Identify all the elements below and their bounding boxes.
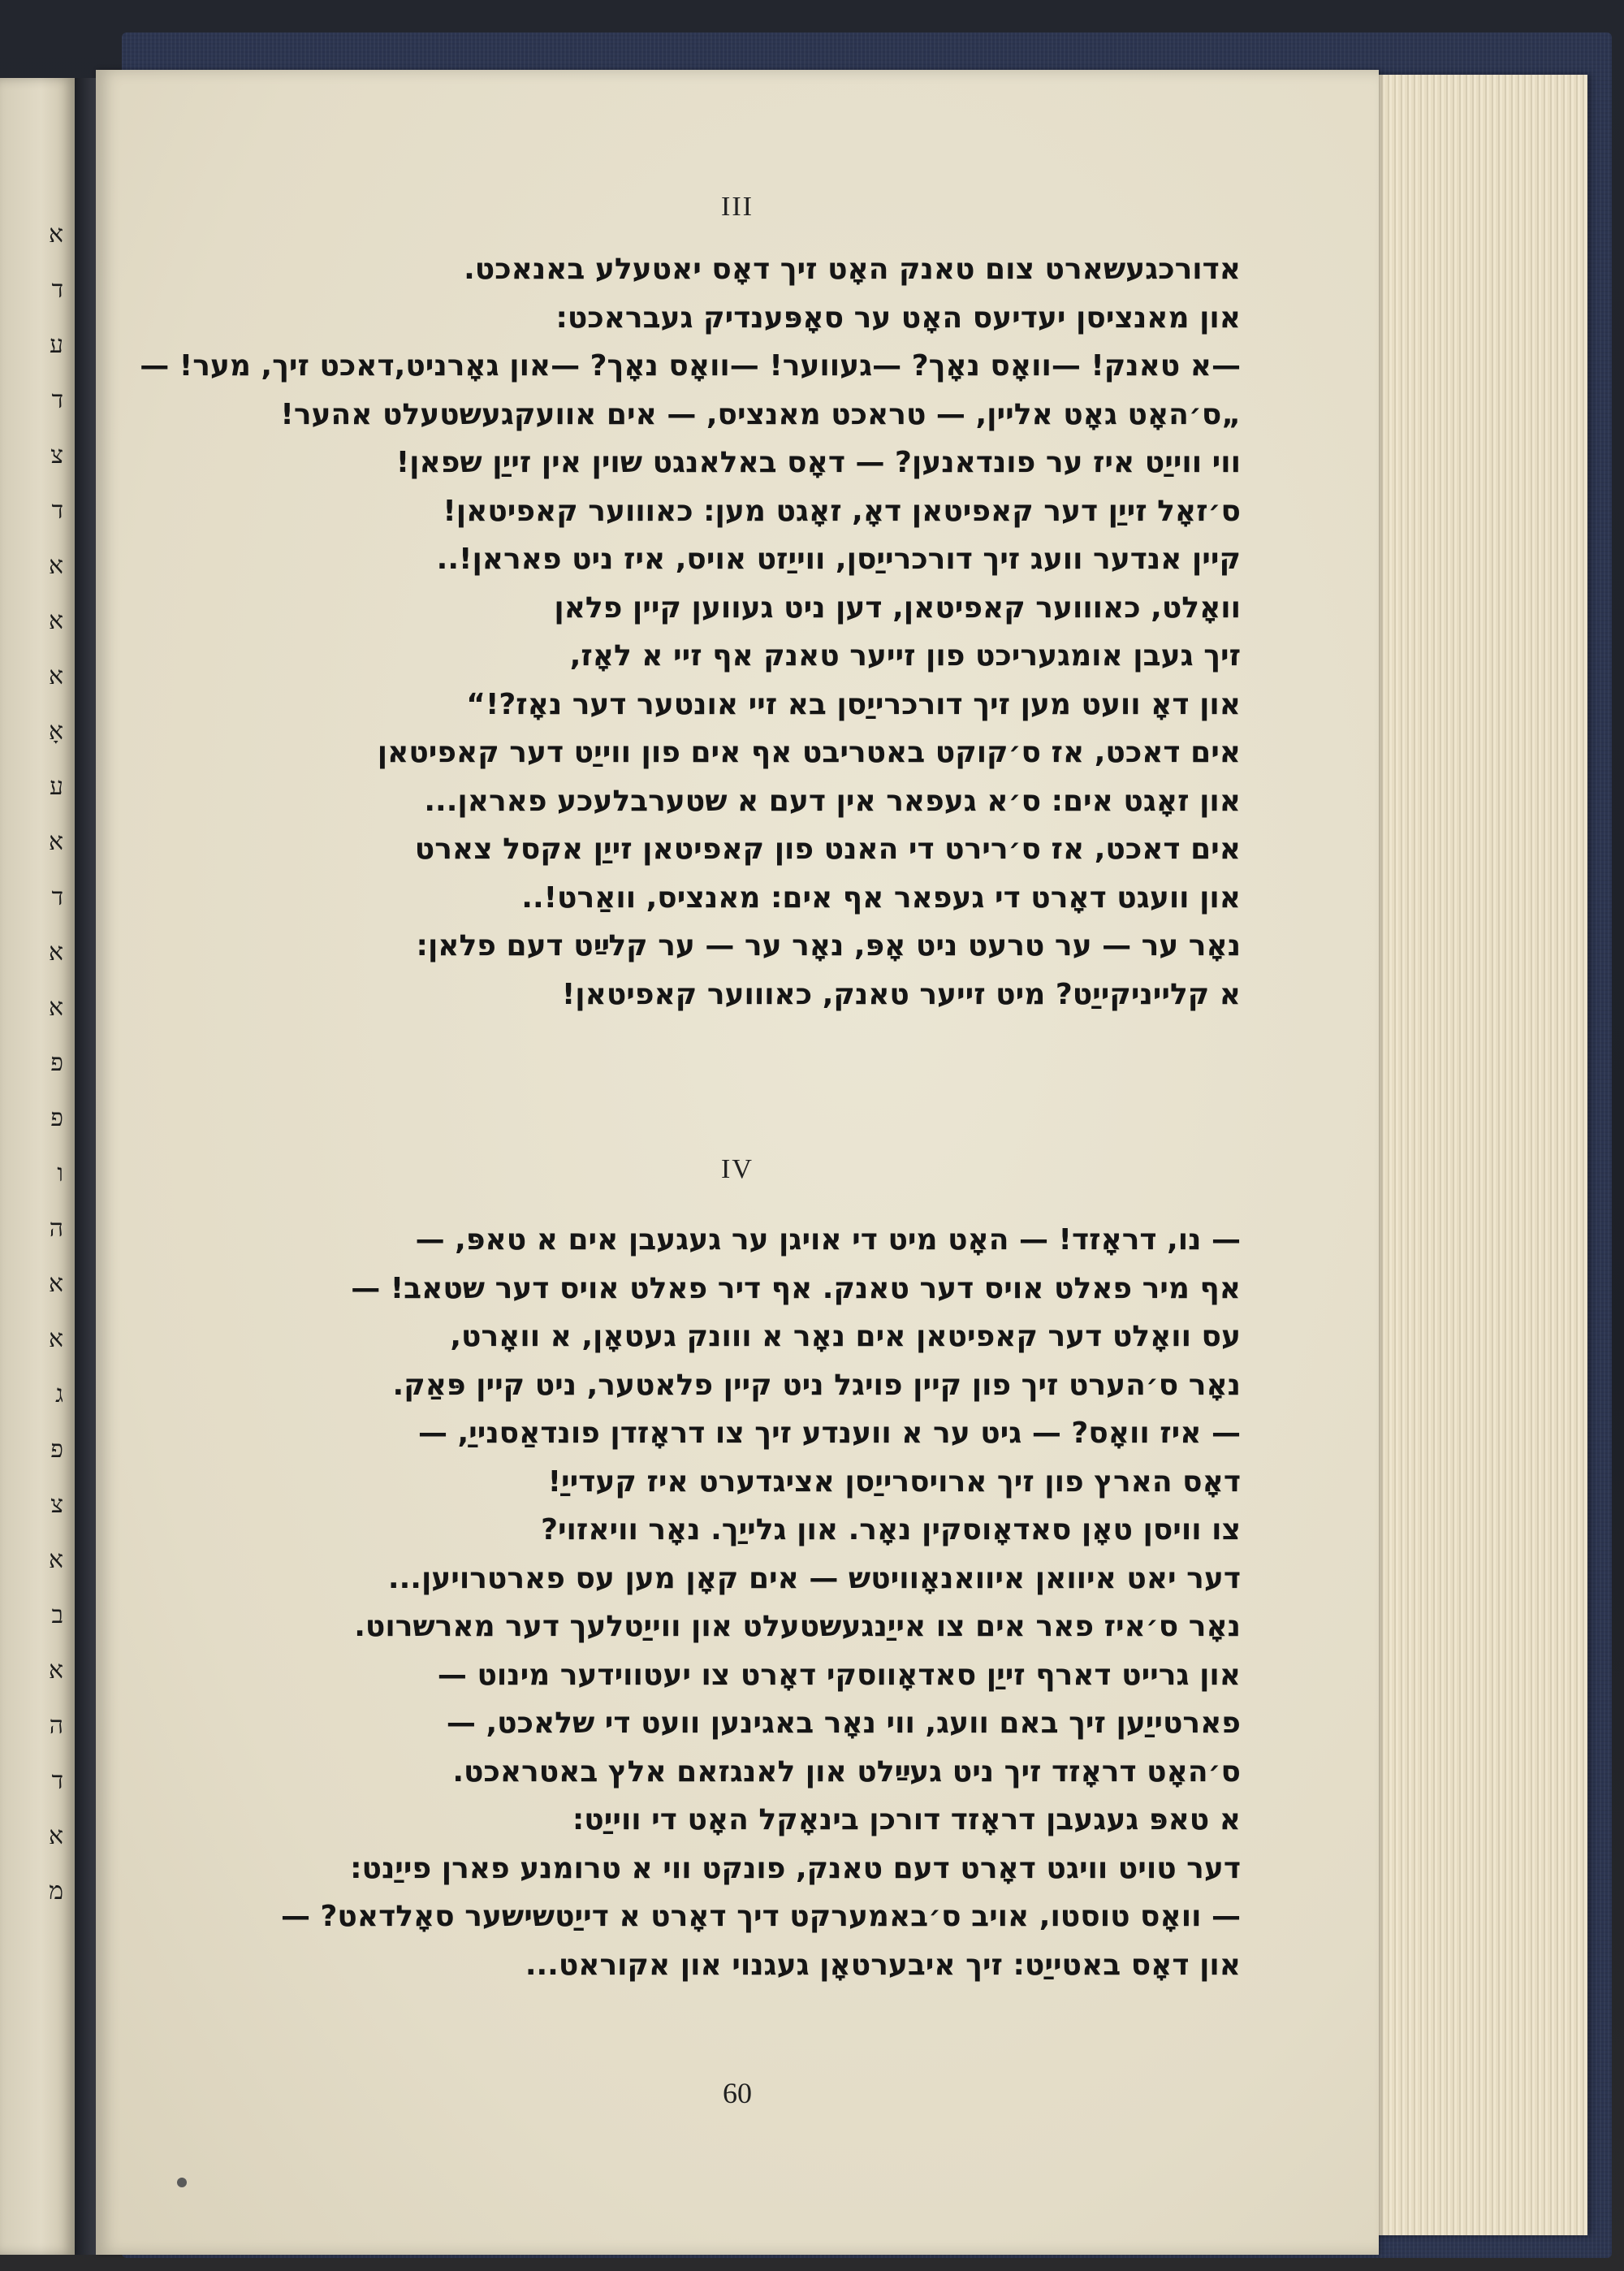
poem-line: ס׳האָט דראָזד זיך ניט געײַלט און לאנגזאם אלץ באטראכט. bbox=[452, 1754, 1241, 1789]
previous-page-letter: מ bbox=[49, 1877, 63, 1905]
previous-page-letter: ד bbox=[51, 883, 63, 911]
page-number: 60 bbox=[723, 2077, 752, 2109]
poem-line: אים דאכט, אז ס׳קוקט באטריבט אף אים פון ווייַט דער קאפיטאן bbox=[377, 736, 1241, 769]
poem-line: דאָס הארץ פון זיך ארויסרייַסן אציגדערט איז קעדייַ! bbox=[547, 1464, 1241, 1499]
previous-page-letter: ד bbox=[51, 496, 63, 525]
poem-line: אים דאכט, אז ס׳רירט די האנט פון קאפיטאן זייַן אקסל צארט bbox=[414, 833, 1241, 866]
ink-spot bbox=[177, 2178, 187, 2187]
previous-page-letter: פ bbox=[50, 1435, 63, 1464]
poem-line: דער טויט וויגט דאָרט דעם טאנק, פונקט ווי א טרומנע פארן פייַנט: bbox=[350, 1851, 1241, 1885]
poem-line: זיך געבן אומגעריכט פון זייער טאנק אף זיי א לאָז, bbox=[569, 639, 1241, 673]
previous-page-letter: אָ bbox=[48, 717, 63, 746]
poem-line: נאָר ער — ער טרעט ניט אָפּ, נאָר ער — ער קלײַט דעם פלאן: bbox=[416, 929, 1241, 962]
poem-line: א טאפּ געגעבן דראָזד דורכן בינאָקל האָט די ווייַט: bbox=[572, 1803, 1241, 1836]
previous-page-letter: א bbox=[48, 828, 63, 856]
poem-line: אף מיר פאלט אויס דער טאנק. אף דיר פאלט אויס דער שטאב! — bbox=[351, 1271, 1241, 1305]
poem-line: און מאנציסן יעדיעס האָט ער סאָפּענדיק געבראכט: bbox=[555, 301, 1241, 335]
previous-page-letter: צ bbox=[50, 441, 63, 469]
poem-line: — וואָס טוסטו, אויב ס׳באמערקט דיך דאָרט א דייַטשישער סאָלדאט? — bbox=[281, 1900, 1241, 1933]
previous-page-letter: ב bbox=[51, 1601, 63, 1629]
previous-page-letter: א bbox=[48, 552, 63, 580]
section-heading-iv: IV bbox=[721, 1154, 754, 1184]
poem-line: —א טאנק! —וואָס נאָך? —געווער! —וואָס נאָך? —און גאָרניט,דאכט זיך, מער! — bbox=[140, 349, 1241, 383]
previous-page-letter: א bbox=[48, 1656, 63, 1685]
poem-line: וואָלט, כאוווער קאפיטאן, דען ניט געווען קיין פלאן bbox=[554, 590, 1241, 625]
previous-page-letter: פ bbox=[50, 1049, 63, 1077]
poem-line: ווי ווייַט איז ער פונדאנען? — דאָס באלאנגט שוין אין זייַן שפאן! bbox=[395, 446, 1241, 479]
previous-page-letter: ע bbox=[50, 331, 63, 359]
previous-page-letter: ד bbox=[51, 1767, 63, 1795]
poem-line: נאָר ס׳איז פאר אים צו אייַנגעשטעלט און ווייַטלעך דער מארשרוט. bbox=[354, 1610, 1241, 1643]
previous-page-letter: ע bbox=[50, 772, 63, 801]
previous-page-letter: א bbox=[48, 1822, 63, 1850]
poem-line: און גרייט דארף זייַן סאדאָווסקי דאָרט צו יעטווידער מינוט — bbox=[437, 1658, 1241, 1692]
previous-page-letter: ד bbox=[51, 386, 63, 414]
previous-page-letter: א bbox=[48, 1546, 63, 1574]
previous-page-letter: א bbox=[48, 1270, 63, 1298]
previous-page-letter: ה bbox=[49, 1711, 63, 1740]
poem-line: — נו, דראָזד! — האָט מיט די אויגן ער געגעבן אים א טאפּ, — bbox=[415, 1223, 1241, 1257]
previous-page-letter: א bbox=[48, 1325, 63, 1353]
poem-line: „ס׳האָט גאָט אליין, — טראכט מאנציס, — אים אוועקגעשטעלט אהער! bbox=[280, 397, 1241, 431]
previous-page-edge bbox=[0, 78, 75, 2255]
previous-page-letter: א bbox=[48, 220, 63, 249]
book-gutter bbox=[75, 78, 97, 2255]
poem-line: — איז וואָס? — גיט ער א ווענדע זיך צו דראָזדן פונדאַסנייַ, — bbox=[417, 1417, 1241, 1450]
poem-line: עס וואָלט דער קאפיטאן אים נאָר א ווונק געטאָן, א וואָרט, bbox=[450, 1320, 1241, 1353]
poem-line: פארטייַען זיך באם וועג, ווי נאָר באגינען וועט די שלאכט, — bbox=[446, 1706, 1241, 1740]
poem-line: א קלייניקייַט? מיט זייער טאנק, כאוווער קאפיטאן! bbox=[561, 977, 1241, 1011]
previous-page-letter: פ bbox=[50, 1104, 63, 1132]
page-text bbox=[96, 70, 1379, 2255]
poem-line: ס׳זאָל זייַן דער קאפיטאן דאָ, זאָגט מען: כאוווער קאפיטאן! bbox=[443, 494, 1241, 528]
previous-page-letter: א bbox=[48, 607, 63, 635]
previous-page-letter: א bbox=[48, 662, 63, 690]
previous-page-letter: ג bbox=[55, 1380, 63, 1408]
poem-line: נאָר ס׳הערט זיך פון קיין פויגל ניט קיין פלאטער, ניט קיין פּאַק. bbox=[392, 1368, 1241, 1402]
poem-line: דער יאט איוואן איוואנאָוויטש — אים קאָן מען עס פארטרויען... bbox=[387, 1561, 1241, 1595]
book-page bbox=[96, 70, 1379, 2255]
previous-page-letter: א bbox=[48, 938, 63, 967]
poem-line: און דאָס באטייַט: זיך איבערטאָן געגנוי און אקוראט... bbox=[525, 1948, 1241, 1982]
previous-page-letter: ו bbox=[57, 1159, 63, 1187]
poem-line: און וועגט דאָרט די געפאר אף אים: מאנציס, וואַרט!.. bbox=[521, 880, 1241, 915]
previous-page-letter: צ bbox=[50, 1490, 63, 1519]
section-heading-iii: III bbox=[721, 192, 754, 222]
previous-page-letter: ד bbox=[51, 275, 63, 304]
poem-line: און דאָ וועט מען זיך דורכרייַסן בא זיי אונטער דער נאָז?!“ bbox=[466, 687, 1241, 721]
previous-page-letter: א bbox=[48, 993, 63, 1022]
poem-line: צו וויסן טאָן סאדאָוסקין נאָר. און גלייַך. נאָר וויאזוי? bbox=[541, 1513, 1241, 1546]
poem-line: קיין אנדער וועג זיך דורכרייַסן, ווייַזט אויס, איז ניט פאראן!.. bbox=[436, 543, 1241, 576]
poem-line: און זאָגט אים: ס׳א געפאר אין דעם א שטערבלעכע פאראן... bbox=[424, 784, 1241, 818]
poem-line: אדורכגעשארט צום טאנק האָט זיך דאָס יאטעלע באנאכט. bbox=[464, 253, 1241, 286]
previous-page-letter: ה bbox=[49, 1214, 63, 1243]
